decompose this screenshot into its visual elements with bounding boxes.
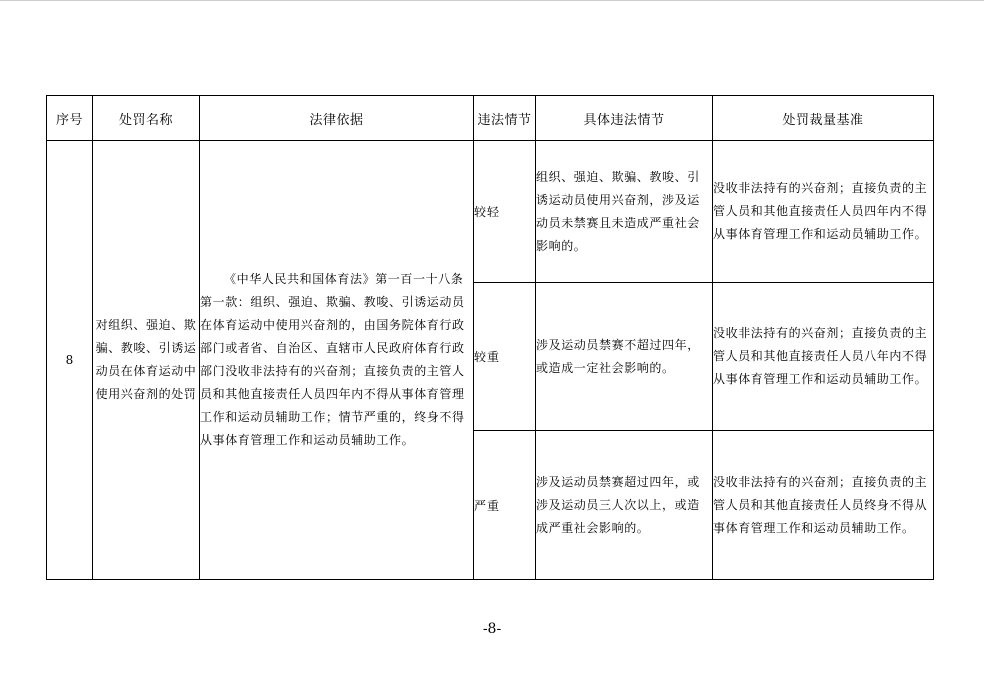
level-minor: 较轻: [474, 141, 536, 283]
detail-serious: 涉及运动员禁赛不超过四年，或造成一定社会影响的。: [536, 283, 713, 431]
row-seq: 8: [47, 141, 93, 580]
penalty-name: 对组织、强迫、欺骗、教唆、引诱运动员在体育运动中使用兴奋剂的处罚: [93, 141, 200, 580]
table-row: [47, 141, 934, 283]
legal-basis: 《中华人民共和国体育法》第一百一十八条第一款：组织、强迫、欺骗、教唆、引诱运动员在体育运动中使用兴奋剂的，由国务院体育行政部门或者省、自治区、直辖市人民政府体育行政部门没收非法持有的兴奋剂；直接负责的主管人员和其他直接责任人员四年内不得从事体育管理工作和运动员辅助工作；情节严重的，终身不得从事体育管理工作和运动员辅助工作。: [200, 141, 474, 580]
level-severe: 严重: [474, 431, 536, 580]
header-standard: 处罚裁量基准: [713, 96, 934, 141]
page-top-border: [0, 0, 984, 1]
header-name: 处罚名称: [93, 96, 200, 141]
detail-severe: 涉及运动员禁赛超过四年，或涉及运动员三人次以上，或造成严重社会影响的。: [536, 431, 713, 580]
table-header-row: [47, 96, 934, 141]
page-number: -8-: [482, 621, 502, 637]
standard-severe: 没收非法持有的兴奋剂；直接负责的主管人员和其他直接责任人员终身不得从事体育管理工作和运动员辅助工作。: [713, 431, 934, 580]
header-basis: 法律依据: [200, 96, 474, 141]
header-detail: 具体违法情节: [536, 96, 713, 141]
standard-minor: 没收非法持有的兴奋剂；直接负责的主管人员和其他直接责任人员四年内不得从事体育管理工作和运动员辅助工作。: [713, 141, 934, 283]
penalty-table: [46, 95, 934, 580]
detail-minor: 组织、强迫、欺骗、教唆、引诱运动员使用兴奋剂，涉及运动员未禁赛且未造成严重社会影响的。: [536, 141, 713, 283]
header-level: 违法情节: [474, 96, 536, 141]
header-seq: 序号: [47, 96, 93, 141]
standard-serious: 没收非法持有的兴奋剂；直接负责的主管人员和其他直接责任人员八年内不得从事体育管理工作和运动员辅助工作。: [713, 283, 934, 431]
level-serious: 较重: [474, 283, 536, 431]
